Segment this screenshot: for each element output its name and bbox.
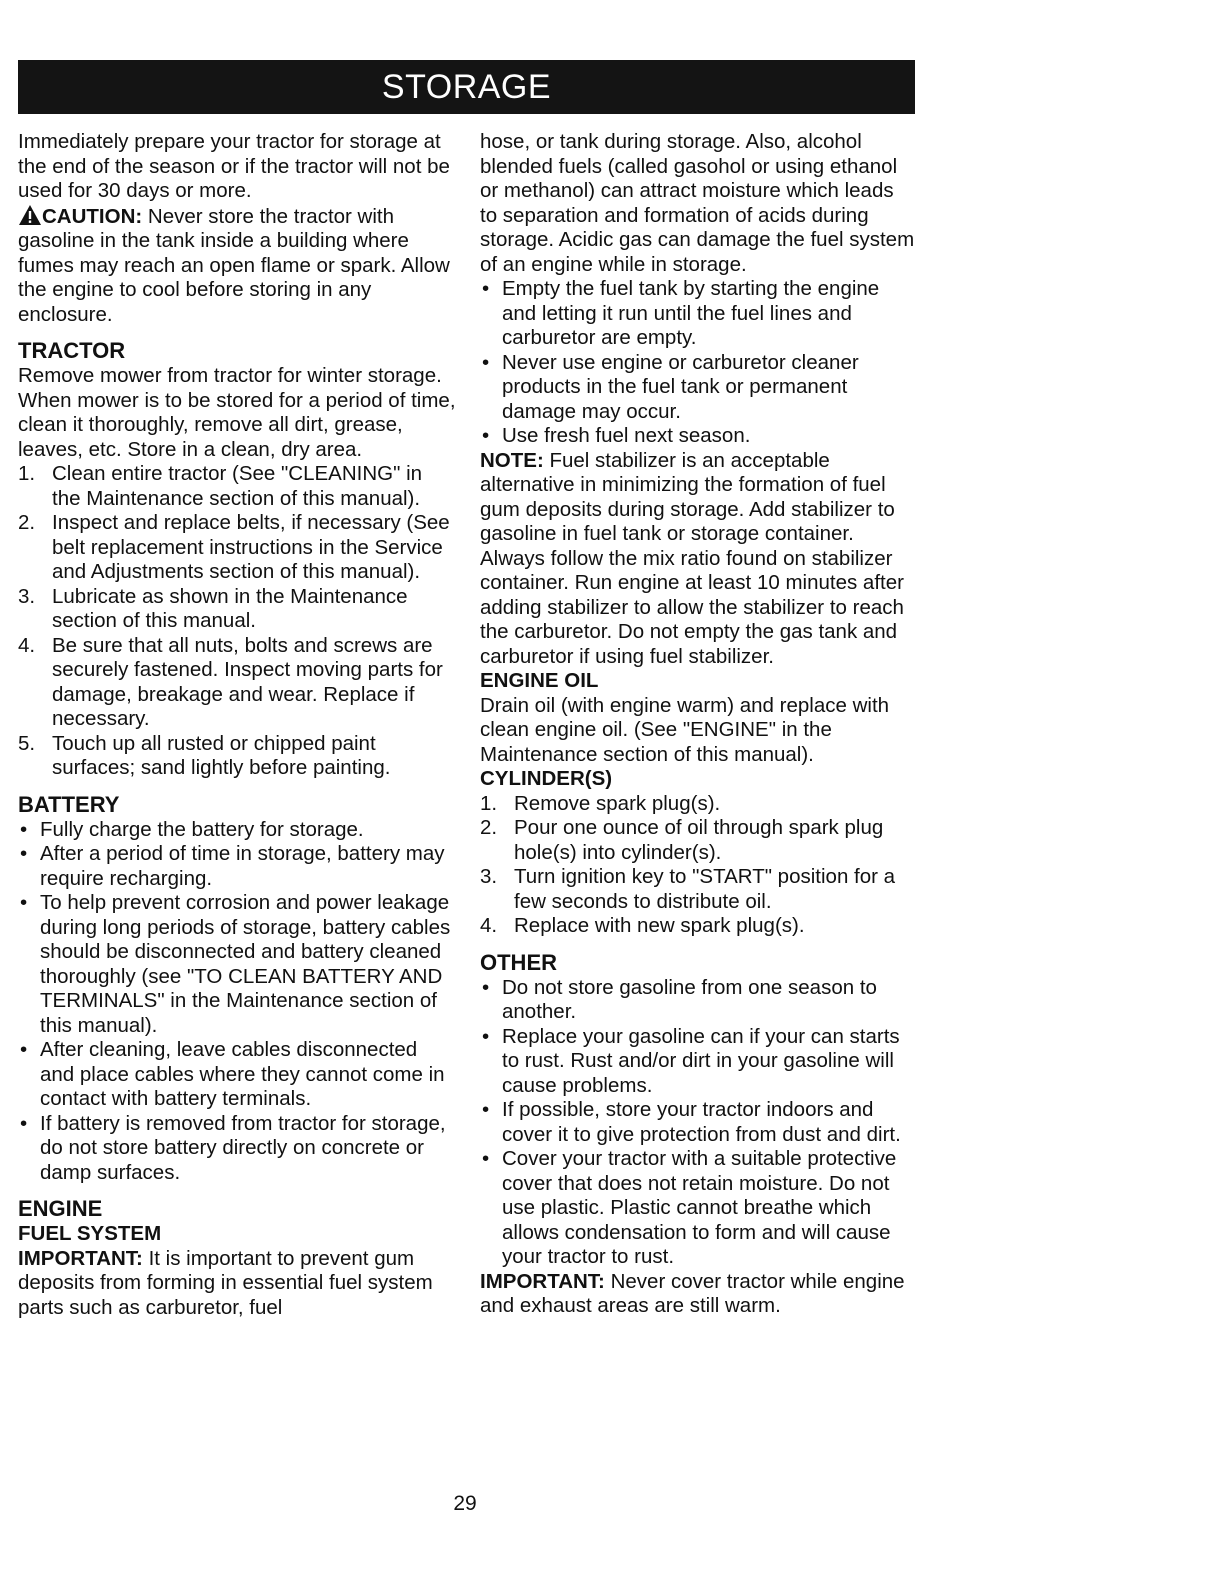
battery-bullets [18, 818, 456, 1186]
other-bullets [480, 976, 915, 1270]
right-column [480, 130, 915, 1319]
intro-paragraph: Immediately prepare your tractor for storage at the end of the season or if the tractor will not be used for 30 days or more. [18, 130, 450, 202]
step-text: Replace with new spark plug(s). [514, 914, 805, 937]
list-item [18, 462, 456, 511]
step-text: Be sure that all nuts, bolts and screws are securely fastened. Inspect moving parts for damage, breakage and wear. Replace if necessary. [52, 633, 443, 730]
important-text: Never cover tractor while engine and exhaust areas are still warm. [480, 1269, 905, 1317]
list-item [18, 634, 456, 732]
list-item [480, 792, 915, 817]
step-number: 1. [18, 462, 36, 485]
engine-oil-paragraph: Drain oil (with engine warm) and replace with clean engine oil. (See "ENGINE" in the Maintenance section of this manual). [480, 693, 890, 766]
list-item [480, 865, 915, 914]
step-number: 2. [480, 816, 498, 839]
cylinders-heading: CYLINDER(S) [480, 767, 613, 790]
step-text: Pour one ounce of oil through spark plug hole(s) into cylinder(s). [514, 816, 884, 864]
fuel-continued-paragraph: hose, or tank during storage. Also, alcohol blended fuels (called gasohol or using ethanol or methanol) can attract moisture which leads to separation and formation of acids during storage. Acidic gas can damage the fuel system of an engine while in storage. [480, 130, 915, 276]
step-text: Inspect and replace belts, if necessary (See belt replacement instructions in the Service and Adjustments section of this manual). [52, 511, 450, 583]
list-item: • Never use engine or carburetor cleaner products in the fuel tank or permanent damage may occur. [480, 351, 915, 425]
step-number: 3. [480, 865, 498, 888]
list-item: • Fully charge the battery for storage. [18, 818, 456, 843]
list-item: • After cleaning, leave cables disconnected and place cables where they cannot come in contact with battery terminals. [18, 1038, 456, 1112]
step-number: 4. [480, 914, 498, 937]
step-text: Touch up all rusted or chipped paint surfaces; sand lightly before painting. [52, 731, 391, 779]
note-label: NOTE: [480, 448, 544, 472]
fuel-important-paragraph [18, 1247, 456, 1321]
list-item: • After a period of time in storage, battery may require recharging. [18, 842, 456, 891]
tractor-steps [18, 462, 456, 781]
important-text: It is important to prevent gum deposits from forming in essential fuel system parts such as carburetor, fuel [18, 1246, 433, 1319]
other-heading: OTHER [480, 949, 557, 975]
caution-label: CAUTION: [42, 204, 143, 228]
step-number: 1. [480, 791, 498, 815]
list-item [18, 585, 456, 634]
warning-triangle-icon [18, 204, 42, 226]
engine-heading: ENGINE [18, 1196, 103, 1221]
list-item: • If possible, store your tractor indoors and cover it to give protection from dust and dirt. [480, 1098, 915, 1147]
list-item: • To help prevent corrosion and power leakage during long periods of storage, battery cables should be disconnected and battery cleaned thoroughly (see "TO CLEAN BATTERY AND TERMINALS" in the Maintenance section of this manual). [18, 891, 456, 1038]
list-item: • Replace your gasoline can if your can starts to rust. Rust and/or dirt in your gasoline will cause problems. [480, 1025, 915, 1099]
list-item: • Use fresh fuel next season. [480, 424, 915, 449]
important-label: IMPORTANT: [18, 1246, 143, 1270]
other-important-paragraph [480, 1270, 915, 1319]
step-text: Clean entire tractor (See "CLEANING" in the Maintenance section of this manual). [52, 462, 423, 510]
important-label: IMPORTANT: [480, 1269, 605, 1293]
list-item [18, 511, 456, 585]
list-item [18, 732, 456, 781]
engine-oil-heading: ENGINE OIL [480, 669, 599, 692]
step-number: 3. [18, 584, 36, 608]
step-text: Turn ignition key to "START" position for a few seconds to distribute oil. [514, 865, 896, 913]
note-paragraph [480, 449, 915, 670]
cylinder-steps [480, 792, 915, 939]
list-item [480, 816, 915, 865]
tractor-paragraph: Remove mower from tractor for winter storage. When mower is to be stored for a period of time, clean it thoroughly, remove all dirt, grease, leaves, etc. Store in a clean, dry area. [18, 364, 456, 461]
list-item: • Cover your tractor with a suitable protective cover that does not retain moisture. Do not use plastic. Plastic cannot breathe which allows condensation to form and will cause your tractor to rust. [480, 1147, 915, 1270]
caution-text: Never store the tractor with gasoline in the tank inside a building where fumes may reach an open flame or spark. Allow the engine to cool before storing in any enclosure. [18, 204, 450, 326]
list-item: • Do not store gasoline from one season to another. [480, 976, 915, 1025]
step-text: Lubricate as shown in the Maintenance section of this manual. [52, 584, 408, 632]
note-text: Fuel stabilizer is an acceptable alternative in minimizing the formation of fuel gum deposits during storage. Add stabilizer to gasoline in fuel tank or storage container. Always follow the mix ratio found on stabilizer container. Run engine at least 10 minutes after adding stabilizer to allow the stabilizer to reach the carburetor. Do not empty the gas tank and carburetor if using fuel stabilizer. [480, 448, 904, 668]
list-item: • Empty the fuel tank by starting the engine and letting it run until the fuel lines and carburetor are empty. [480, 277, 915, 351]
left-column [18, 130, 456, 1320]
section-banner [18, 60, 915, 114]
tractor-heading: TRACTOR [18, 338, 126, 363]
list-item: • If battery is removed from tractor for storage, do not store battery directly on concrete or damp surfaces. [18, 1112, 456, 1186]
fuel-bullets [480, 277, 915, 449]
step-number: 2. [18, 511, 36, 534]
battery-heading: BATTERY [18, 791, 120, 817]
fuel-system-heading: FUEL SYSTEM [18, 1222, 162, 1245]
caution-paragraph [18, 204, 456, 328]
step-text: Remove spark plug(s). [514, 791, 721, 815]
page-number: 29 [453, 1492, 477, 1515]
section-title: STORAGE [381, 68, 552, 106]
list-item [480, 914, 915, 939]
step-number: 5. [18, 731, 36, 755]
step-number: 4. [18, 633, 36, 657]
